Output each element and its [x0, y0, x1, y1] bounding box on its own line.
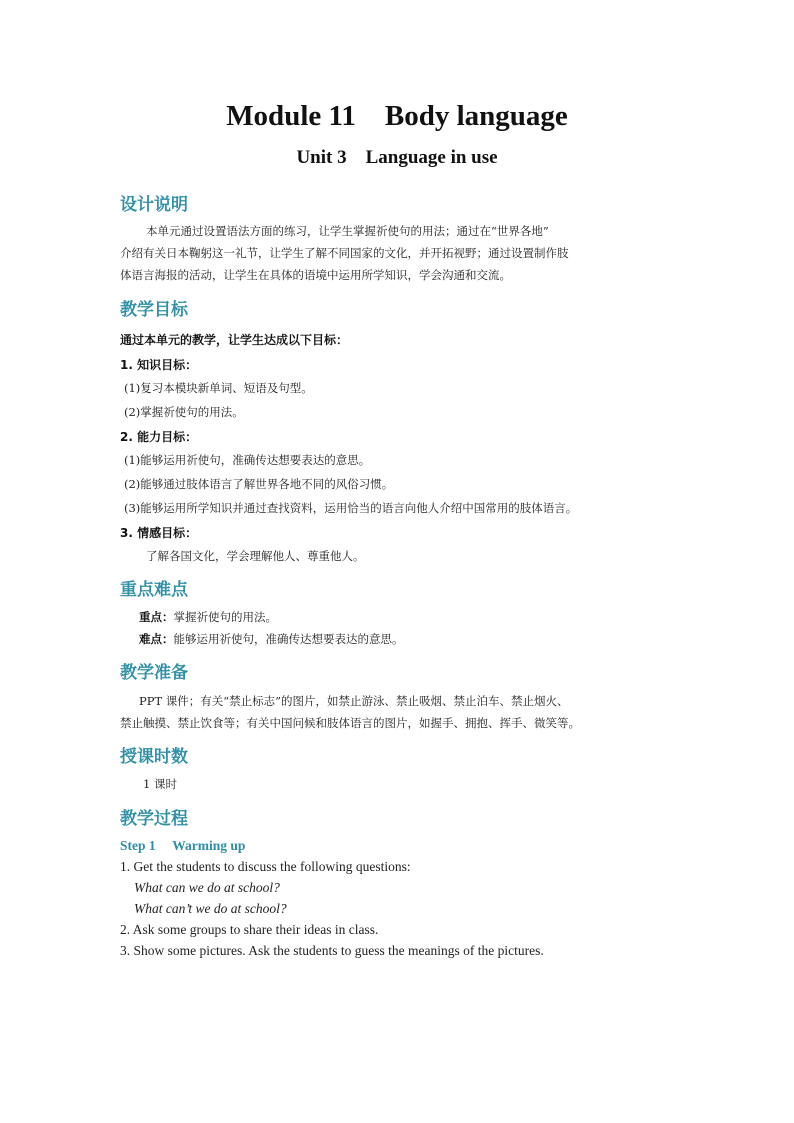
knowledge-goal-item-2: (2)掌握祈使句的用法。	[124, 405, 244, 419]
keypoint-label: 重点：	[139, 610, 174, 624]
hours-heading: 授课时数	[120, 747, 188, 767]
difficulty-label: 难点：	[139, 632, 174, 646]
process-line-2: 2. Ask some groups to share their ideas in class.	[120, 922, 379, 937]
keypoint-line	[139, 609, 277, 625]
process-line-3: 3. Show some pictures. Ask the students to guess the meanings of the pictures.	[120, 943, 544, 958]
hours-text: 1 课时	[143, 777, 177, 791]
design-line-1: 本单元通过设置语法方面的练习，让学生掌握祈使句的用法；通过在“世界各地”	[146, 224, 549, 238]
prep-line-2: 禁止触摸、禁止饮食等；有关中国问候和肢体语言的图片，如握手、拥抱、挥手、微笑等。	[120, 716, 580, 730]
prep-heading: 教学准备	[120, 663, 188, 683]
process-line-1: 1. Get the students to discuss the following questions:	[120, 859, 411, 874]
module-title: Module 11 Body language	[226, 100, 568, 132]
knowledge-goal-title: 1. 知识目标：	[120, 358, 198, 372]
difficulty-text: 能够运用祈使句，准确传达想要表达的意思。	[173, 632, 404, 646]
emotion-goal-title: 3. 情感目标：	[120, 526, 198, 540]
unit-subtitle: Unit 3 Language in use	[296, 147, 498, 168]
keypoints-heading: 重点难点	[120, 580, 188, 600]
ability-goal-title: 2. 能力目标：	[120, 430, 198, 444]
process-question-1: What can we do at school?	[134, 880, 280, 895]
knowledge-goal-item-1: (1)复习本模块新单词、短语及句型。	[124, 381, 313, 395]
ability-goal-item-3: (3)能够运用所学知识并通过查找资料，运用恰当的语言向他人介绍中国常用的肢体语言。	[124, 501, 578, 515]
objectives-intro: 通过本单元的教学，让学生达成以下目标：	[120, 333, 349, 347]
process-heading: 教学过程	[120, 809, 188, 829]
prep-line-1: PPT 课件；有关“禁止标志”的图片，如禁止游泳、禁止吸烟、禁止泊车、禁止烟火、	[139, 694, 569, 708]
process-question-2: What can’t we do at school?	[134, 901, 287, 916]
keypoint-text: 掌握祈使句的用法。	[173, 610, 277, 624]
objectives-heading: 教学目标	[120, 300, 188, 320]
ability-goal-item-1: (1)能够运用祈使句，准确传达想要表达的意思。	[124, 453, 371, 467]
design-heading: 设计说明	[120, 195, 188, 215]
step1-heading: Step 1 Warming up	[120, 838, 246, 853]
ability-goal-item-2: (2)能够通过肢体语言了解世界各地不同的风俗习惯。	[124, 477, 394, 491]
design-line-3: 体语言海报的活动，让学生在具体的语境中运用所学知识，学会沟通和交流。	[120, 268, 511, 282]
design-line-2: 介绍有关日本鞠躬这一礼节，让学生了解不同国家的文化，并开拓视野；通过设置制作肢	[120, 246, 569, 260]
difficulty-line	[139, 631, 404, 647]
emotion-goal-item-1: 了解各国文化，学会理解他人、尊重他人。	[146, 549, 365, 563]
